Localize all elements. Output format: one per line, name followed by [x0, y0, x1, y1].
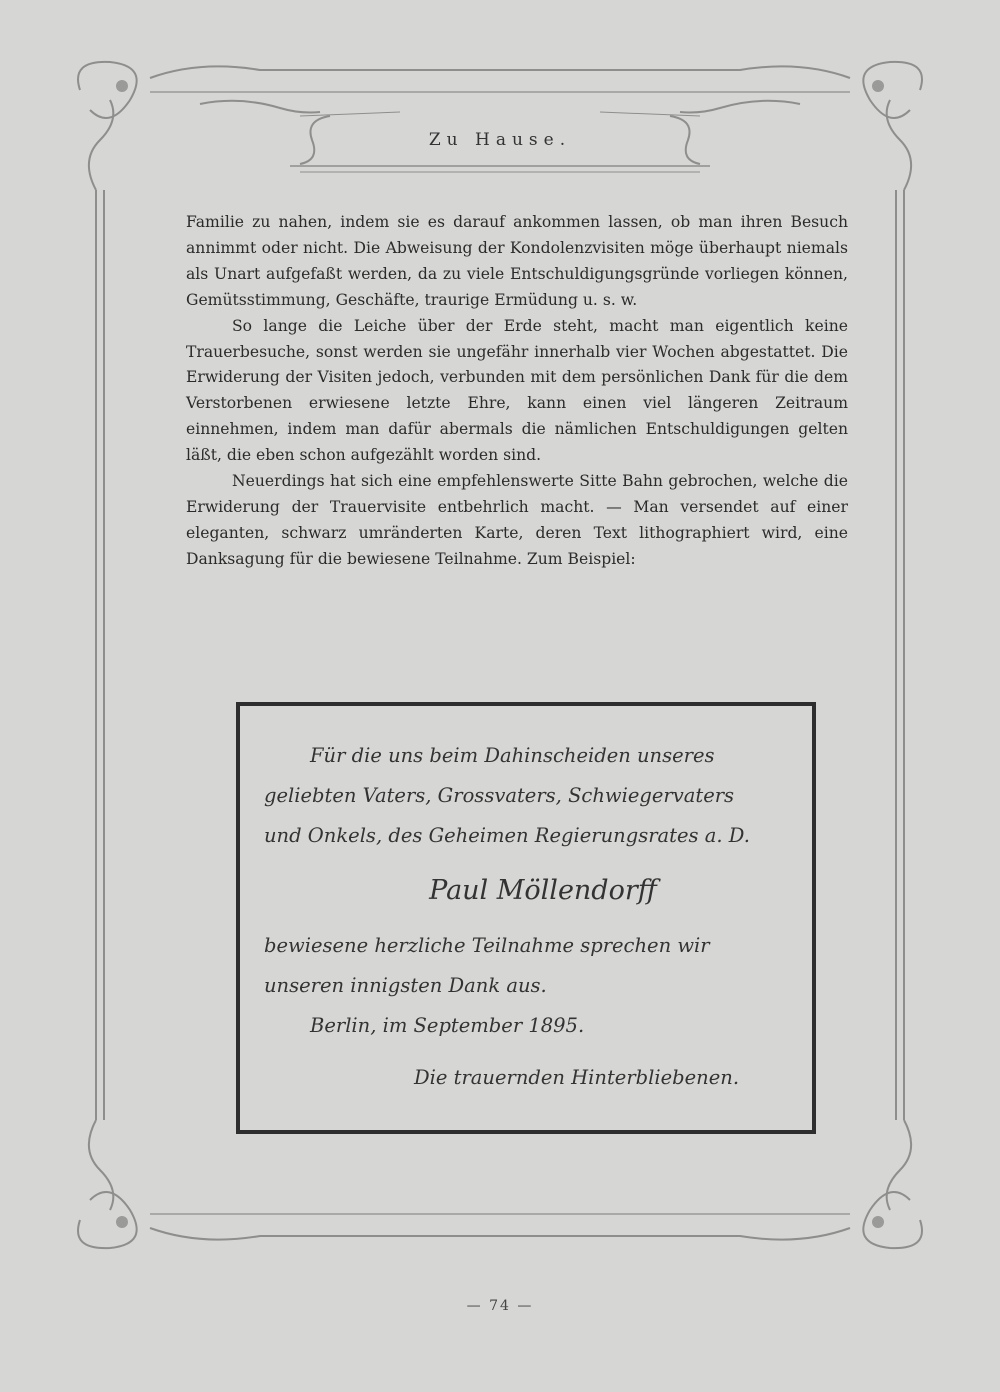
card-date: Berlin, im September 1895.	[310, 1014, 585, 1037]
card-line-1: Für die uns beim Dahinscheiden unseres	[310, 744, 715, 767]
mourning-card	[236, 702, 816, 1134]
body-text	[186, 210, 848, 573]
card-text	[264, 736, 792, 1098]
paragraph-1: Familie zu nahen, indem sie es darauf ankommen lassen, ob man ihren Besuch annimmt oder nicht. Die Abweisung der Kondolenzvisiten möge überhaupt niemals als Unart aufgefaßt werden, da zu viele Entschuldigungsgründe vorliegen können, Gemütsstimmung, Geschäfte, traurige Ermüdung u. s. w.	[186, 213, 848, 309]
card-line-3: und Onkels, des Geheimen Regierungsrates a. D.	[264, 824, 750, 847]
running-header: Zu Hause.	[428, 130, 572, 150]
card-line-5: unseren innigsten Dank aus.	[264, 974, 547, 997]
paragraph-3: Neuerdings hat sich eine empfehlenswerte Sitte Bahn gebrochen, welche die Erwiderung der Trauervisite entbehrlich macht. — Man versendet auf einer eleganten, schwarz umränderten Karte, deren Text lithographiert wird, eine Danksagung für die bewiesene Teilnahme. Zum Beispiel:	[186, 472, 848, 568]
paragraph-2: So lange die Leiche über der Erde steht, macht man eigentlich keine Trauerbesuche, sonst werden sie ungefähr innerhalb vier Wochen abgestattet. Die Erwiderung der Visiten jedoch, verbunden mit dem persönlichen Dank für die dem Verstorbenen erwiesene letzte Ehre, kann einen viel längeren Zeitraum einnehmen, indem man dafür abermals die nämlichen Entschuldigungen gelten läßt, die eben schon aufgezählt worden sind.	[186, 316, 848, 465]
card-line-2: geliebten Vaters, Grossvaters, Schwiegervaters	[264, 784, 735, 807]
card-signature: Die trauernden Hinterbliebenen.	[414, 1066, 740, 1089]
card-line-4: bewiesene herzliche Teilnahme sprechen wir	[264, 934, 710, 957]
page-number: — 74 —	[466, 1298, 534, 1314]
deceased-name: Paul Möllendorff	[429, 875, 657, 906]
